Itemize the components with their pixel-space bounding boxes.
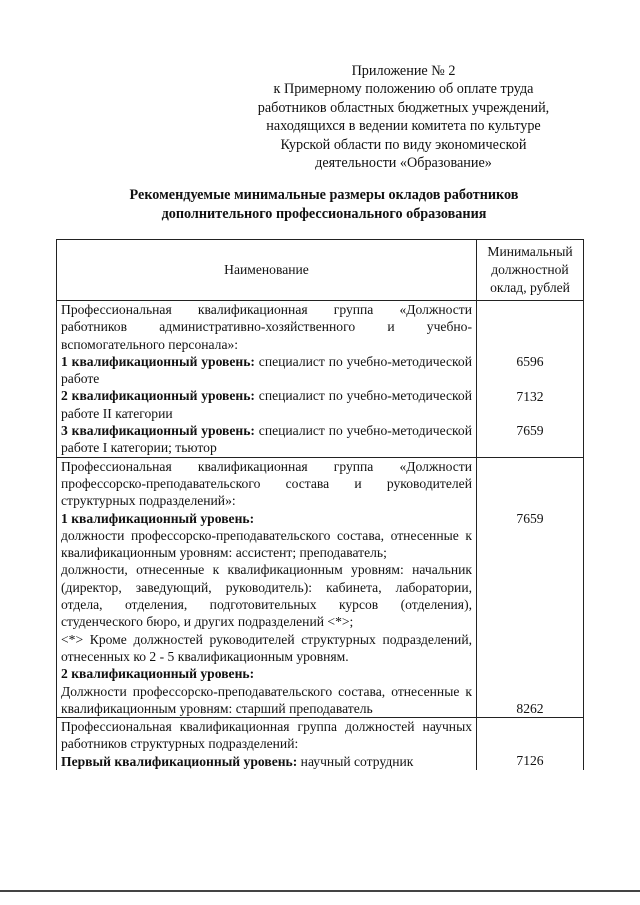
level-entry — [61, 387, 472, 422]
salary-value: 7659 — [516, 510, 544, 526]
level-text: специалист по учебно-методической работе I категории; тьютор — [61, 423, 472, 456]
salary-cell — [477, 457, 584, 717]
level-entry — [61, 353, 472, 388]
page-bottom-rule — [0, 890, 640, 892]
group-title: Профессиональная квалификационная группа «Должности профессорско-преподавательского состава и руководителей структурных подразделений»: — [61, 458, 472, 509]
salary-cell — [477, 718, 584, 770]
appendix-line: находящихся в ведении комитета по культуре — [266, 118, 541, 135]
level-label-line — [61, 510, 472, 527]
appendix-line: Приложение № 2 — [351, 63, 456, 79]
group-title: Профессиональная квалификационная группа должностей научных работников структурных подразделений: — [61, 719, 472, 752]
level-paragraph: Должности профессорско-преподавательского состава, отнесенные к квалификационным уровням: старший преподаватель — [61, 683, 472, 716]
level-label: 1 квалификационный уровень: — [61, 510, 255, 526]
level-label: 2 квалификационный уровень: — [61, 388, 255, 404]
level-paragraph: должности, отнесенные к квалификационным уровням: начальник (директор, заведующий, руководитель): кабинета, лаборатории, отдела, отделения, подготовительных курсов (отделения), студенческого бюро, и других подразделений <*>; — [61, 562, 472, 630]
header-salary-line: оклад, рублей — [490, 280, 570, 295]
appendix-block — [236, 62, 571, 172]
level-paragraph: <*> Кроме должностей руководителей структурных подразделений, отнесенных ко 2 - 5 квалификационным уровням. — [61, 631, 472, 664]
group-description — [57, 457, 477, 717]
level-text: научный сотрудник — [297, 753, 414, 769]
document-heading — [58, 186, 590, 224]
heading-line: Рекомендуемые минимальные размеры окладов работников — [129, 187, 519, 203]
group-description — [57, 301, 477, 458]
level-entry — [61, 753, 472, 770]
header-salary-line: Минимальный — [487, 244, 573, 259]
appendix-line: Курской области по виду экономической — [280, 136, 527, 153]
salary-cell — [477, 301, 584, 458]
level-label: 2 квалификационный уровень: — [61, 666, 255, 682]
appendix-line: работников областных бюджетных учреждений, — [257, 99, 550, 116]
header-salary — [477, 240, 584, 301]
table-row — [57, 301, 584, 458]
level-paragraph: должности профессорско-преподавательского состава, отнесенные к квалификационным уровням: ассистент; преподаватель; — [61, 527, 472, 561]
group-description — [57, 718, 477, 770]
appendix-line: деятельности «Образование» — [315, 155, 492, 172]
salary-value: 8262 — [516, 700, 544, 716]
level-text: специалист по учебно-методической работе II категории — [61, 388, 472, 421]
salary-value: 7126 — [516, 753, 544, 769]
salary-value: 7132 — [516, 389, 544, 404]
salary-table — [56, 239, 584, 770]
salary-value: 6596 — [516, 354, 544, 369]
level-label-line — [61, 665, 472, 682]
appendix-line: к Примерному положению об оплате труда — [273, 81, 534, 98]
heading-line: дополнительного профессионального образования — [161, 206, 487, 222]
header-salary-line: должностной — [491, 262, 569, 277]
level-label: 3 квалификационный уровень: — [61, 423, 255, 439]
level-label: 1 квалификационный уровень: — [61, 353, 255, 369]
table-header-row — [57, 240, 584, 301]
level-entry — [61, 422, 472, 457]
level-label: Первый квалификационный уровень: — [61, 753, 298, 769]
group-title: Профессиональная квалификационная группа «Должности работников административно-хозяйственного и учебно-вспомогательного персонала»: — [61, 302, 472, 352]
table-row — [57, 718, 584, 770]
header-name: Наименование — [57, 240, 477, 301]
level-text: специалист по учебно-методической работе — [61, 353, 472, 387]
salary-value: 7659 — [516, 423, 544, 438]
table-row — [57, 457, 584, 717]
